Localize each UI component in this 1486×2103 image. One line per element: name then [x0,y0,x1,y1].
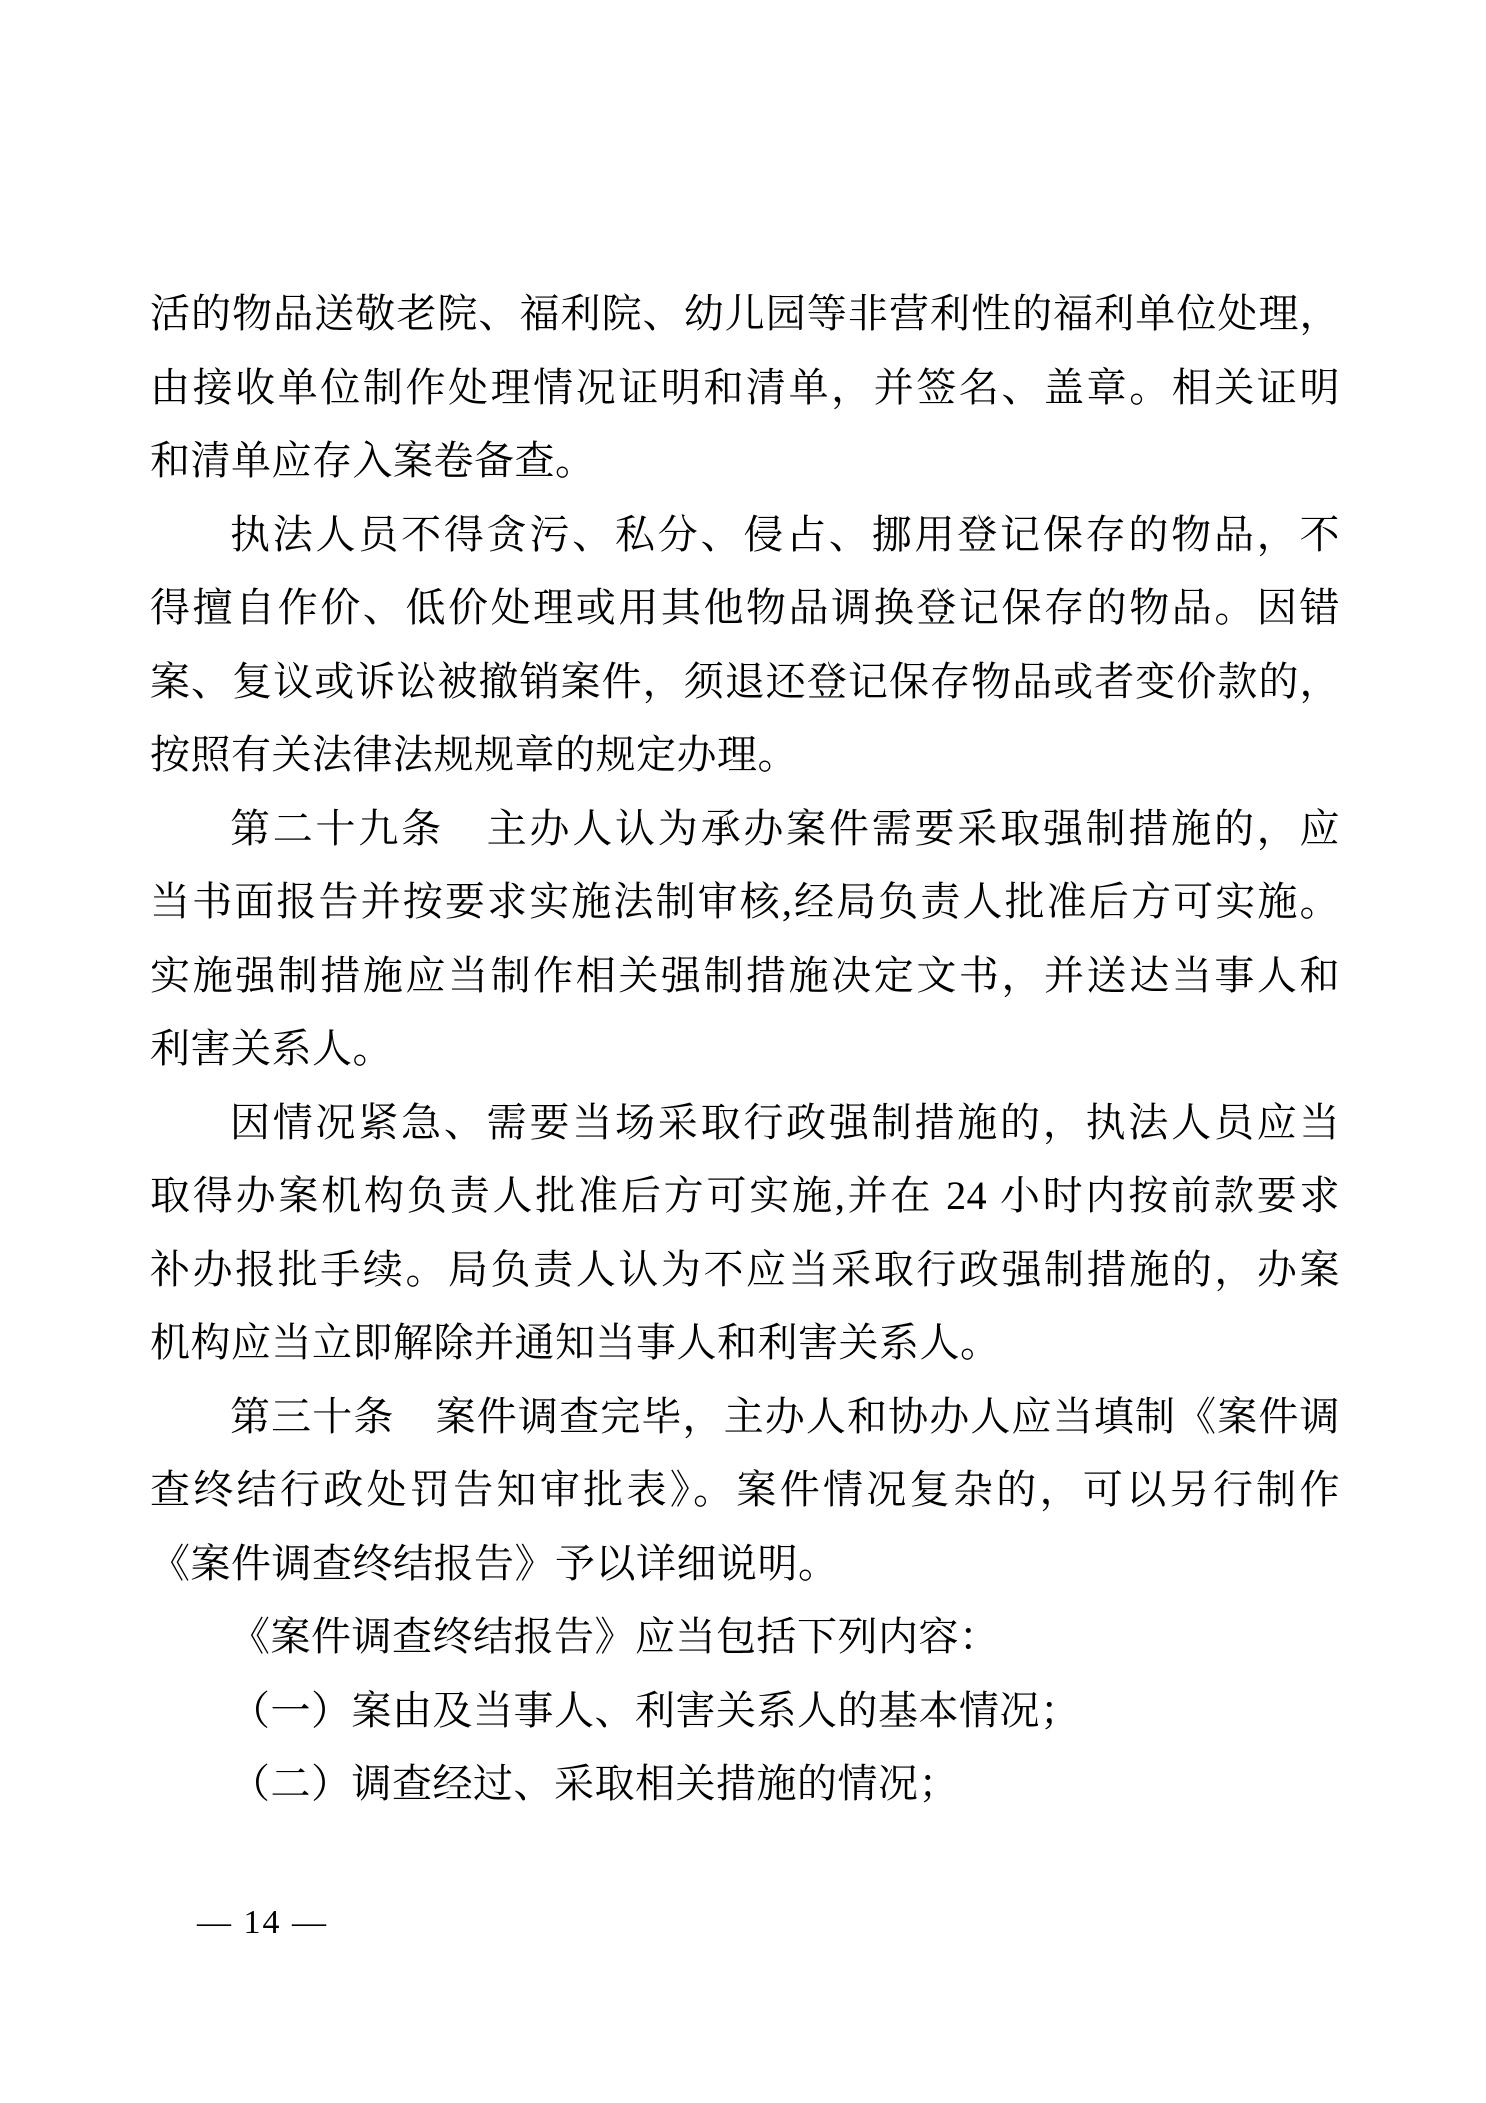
text-line: 实施强制措施应当制作相关强制措施决定文书，并送达当事人和 [150,952,1340,998]
text-line: 利害关系人。 [150,1026,393,1071]
text-line: 和清单应存入案卷备查。 [150,438,596,483]
text-line: 第二十九条 主办人认为承办案件需要采取强制措施的，应 [230,805,1340,851]
text-line: 得擅自作价、低价处理或用其他物品调换登记保存的物品。因错 [150,585,1340,630]
page-footer [197,1903,328,1943]
text-line: （二）调查经过、采取相关措施的情况； [230,1761,959,1806]
text-line: 第三十条 案件调查完毕，主办人和协办人应当填制《案件调 [230,1393,1340,1439]
text-line: （一）案由及当事人、利害关系人的基本情况； [230,1687,1081,1733]
text-line: 因情况紧急、需要当场采取行政强制措施的，执法人员应当 [230,1099,1340,1145]
text-line: 由接收单位制作处理情况证明和清单，并签名、盖章。相关证明 [150,364,1340,410]
text-line: 案、复议或诉讼被撤销案件，须退还登记保存物品或者变价款的， [150,658,1340,704]
text-line: 《案件调查终结报告》应当包括下列内容： [230,1614,1000,1659]
text-line: 机构应当立即解除并通知当事人和利害关系人。 [150,1320,1001,1365]
text-line: 《案件调查终结报告》予以详细说明。 [150,1540,839,1586]
document-body [150,277,1340,1821]
text-line: 按照有关法律法规规章的规定办理。 [150,732,798,777]
text-line: 取得办案机构负责人批准后方可实施,并在 24 小时内按前款要求 [150,1173,1340,1218]
text-line: 当书面报告并按要求实施法制审核,经局负责人批准后方可实施。 [150,879,1340,924]
text-line: 查终结行政处罚告知审批表》。案件情况复杂的，可以另行制作 [150,1467,1340,1512]
page-number: — 14 — [197,1904,328,1941]
text-line: 活的物品送敬老院、福利院、幼儿园等非营利性的福利单位处理， [150,291,1340,336]
text-line: 补办报批手续。局负责人认为不应当采取行政强制措施的，办案 [150,1246,1340,1292]
text-line: 执法人员不得贪污、私分、侵占、挪用登记保存的物品，不 [230,511,1340,557]
